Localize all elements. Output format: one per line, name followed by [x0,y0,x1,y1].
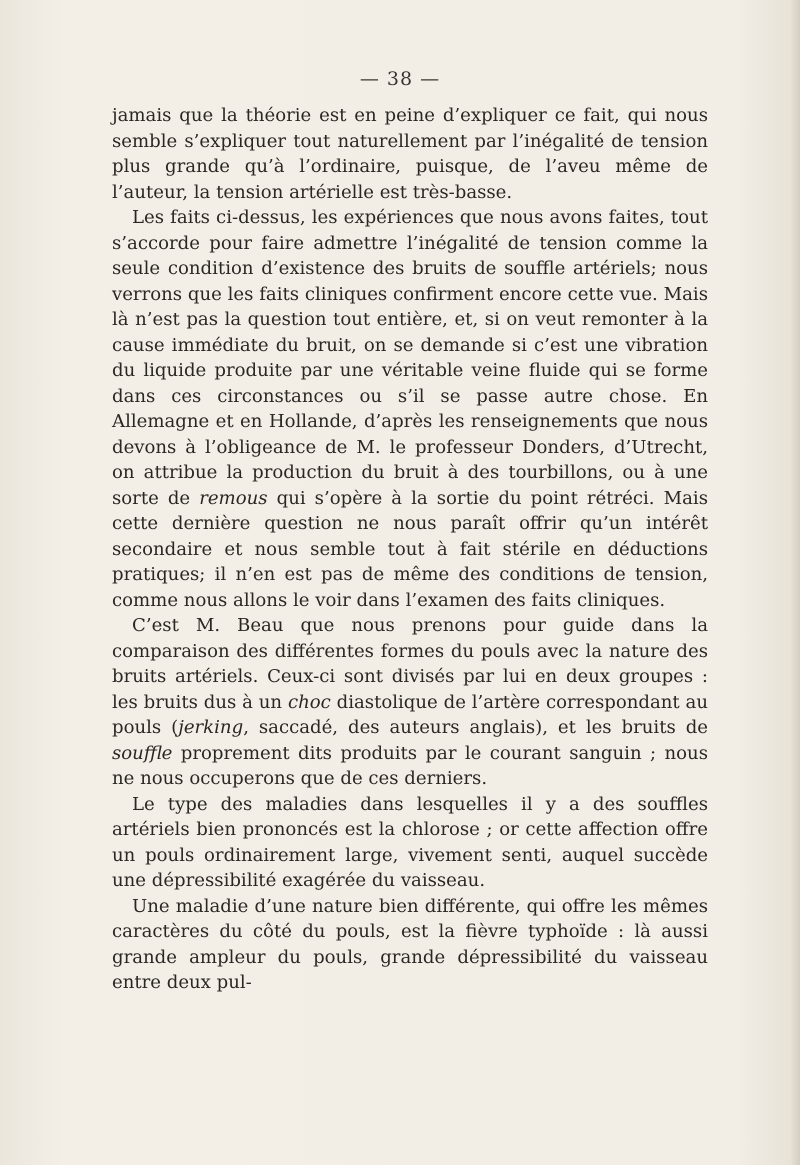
text-run: jamais que la théorie est en peine d’expliquer ce fait, qui nous semble s’expliquer tout naturellement par l’inégalité de tension plus grande qu’à l’ordinaire, puisque, de l’aveu même de l’auteur, la tension artérielle est très-basse. [112,105,708,203]
paragraph-continued [112,103,708,205]
text-run: Une maladie d’une nature bien différente, qui offre les mêmes caractères du côté du pouls, est la fièvre typhoïde : là aussi grande ampleur du pouls, grande dépressibilité du vaisseau entre deux pul- [112,895,708,993]
text-run: proprement dits produits par le courant sanguin ; nous ne nous occuperons que de ces derniers. [112,742,708,789]
page-edge-shadow [790,0,800,1165]
text-run: Le type des maladies dans lesquelles il y a des souffles artériels bien prononcés est la chlorose ; or cette affection offre un pouls ordinairement large, vivement senti, auquel succède une dépressibilité exagérée du vaisseau. [112,793,708,891]
italic-term: choc [287,691,331,713]
paragraph [112,613,708,792]
text-run: qui s’opère à la sortie du point rétréci. Mais cette dernière question ne nous paraît offrir qu’un intérêt secondaire et nous semble tout à fait stérile en déductions pratiques; il n’en est pas de même des conditions de tension, comme nous allons le voir dans l’examen des faits cliniques. [112,487,708,611]
italic-term: remous [199,487,268,509]
text-run: diastolique de l’artère correspondant au pouls ( [112,691,708,738]
paragraph [112,205,708,613]
italic-term: jerking [178,717,244,738]
italic-term: souffle [112,742,173,764]
text-run: C’est M. Beau que nous prenons pour guide dans la comparaison des différentes formes du pouls avec la nature des bruits artériels. Ceux-ci sont divisés par lui en deux groupes : les bruits dus à un [112,615,708,713]
paragraph [112,792,708,894]
text-run: , saccadé, des auteurs anglais), et les bruits de [243,717,709,738]
paragraph [112,894,708,996]
text-run: Les faits ci-dessus, les expériences que nous avons faites, tout s’accorde pour faire admettre l’inégalité de tension comme la seule condition d’existence des bruits de souffle artériels; nous verrons que les faits cliniques confirment encore cette vue. Mais là n’est pas la question tout entière, et, si on veut remonter à la cause immédiate du bruit, on se demande si c’est une vibration du liquide produite par une véritable veine fluide qui se forme dans ces circonstances ou s’il se passe autre chose. En Allemagne et en Hollande, d’après les renseignements que nous devons à l’obligeance de M. le professeur Donders, d’Utrecht, on attribue la production du bruit à des tourbillons, ou à une sorte de [112,207,708,509]
page-number: — 38 — [359,68,441,90]
body-text [112,103,708,996]
